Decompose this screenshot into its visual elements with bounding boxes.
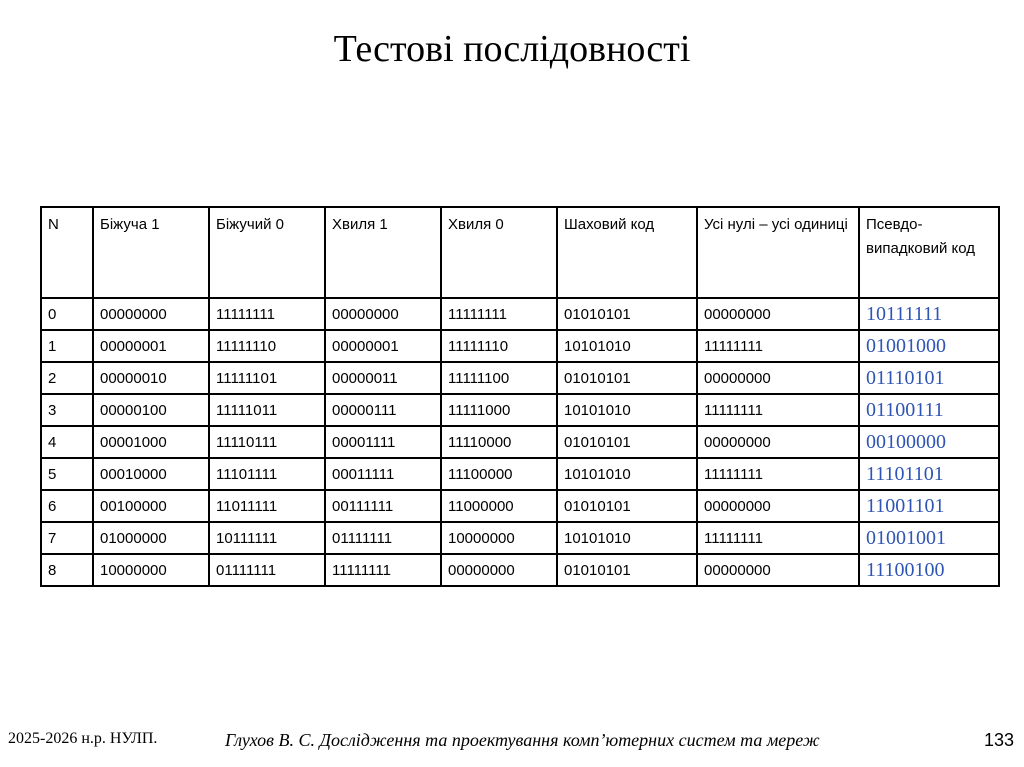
cell-pseudo-random: 01001000 [859,330,999,362]
cell-wave-one: 00011111 [325,458,441,490]
table-row [41,330,999,362]
cell-wave-one: 00000000 [325,298,441,330]
cell-all-zeros-ones: 00000000 [697,554,859,586]
cell-running-zero: 11111110 [209,330,325,362]
header-wave-zero: Хвиля 0 [441,207,557,298]
cell-wave-zero: 11111110 [441,330,557,362]
footer-academic-year: 2025-2026 н.р. НУЛП. [8,730,158,747]
slide-title: Тестові послідовності [333,28,691,70]
cell-all-zeros-ones: 11111111 [697,522,859,554]
cell-n: 3 [41,394,93,426]
cell-running-one: 00100000 [93,490,209,522]
cell-n: 2 [41,362,93,394]
table-row [41,298,999,330]
cell-wave-one: 00000001 [325,330,441,362]
cell-pseudo-random: 01100111 [859,394,999,426]
header-pseudo-random: Псевдо-випадковий код [859,207,999,298]
table-row [41,458,999,490]
table-row [41,554,999,586]
table-row [41,522,999,554]
cell-running-one: 10000000 [93,554,209,586]
cell-wave-zero: 11110000 [441,426,557,458]
cell-checkerboard: 01010101 [557,554,697,586]
slide-page-number: 133 [983,730,1014,750]
cell-all-zeros-ones: 11111111 [697,394,859,426]
cell-all-zeros-ones: 11111111 [697,458,859,490]
cell-all-zeros-ones: 00000000 [697,490,859,522]
cell-wave-zero: 11111000 [441,394,557,426]
cell-checkerboard: 10101010 [557,330,697,362]
cell-running-zero: 11101111 [209,458,325,490]
cell-running-zero: 10111111 [209,522,325,554]
cell-running-zero: 11110111 [209,426,325,458]
cell-pseudo-random: 01110101 [859,362,999,394]
cell-wave-zero: 10000000 [441,522,557,554]
cell-running-one: 00000000 [93,298,209,330]
cell-pseudo-random: 11101101 [859,458,999,490]
cell-running-one: 00000001 [93,330,209,362]
cell-wave-zero: 11100000 [441,458,557,490]
cell-running-zero: 11111011 [209,394,325,426]
footer-course-title: Глухов В. С. Дослідження та проектування комп’ютерних систем та мереж [225,730,820,750]
cell-wave-zero: 00000000 [441,554,557,586]
cell-running-zero: 11111111 [209,298,325,330]
table-header-row [41,207,999,298]
header-running-one: Біжуча 1 [93,207,209,298]
cell-all-zeros-ones: 11111111 [697,330,859,362]
cell-wave-zero: 11111100 [441,362,557,394]
header-all-zeros-all-ones: Усі нулі – усі одиниці [697,207,859,298]
cell-running-one: 00001000 [93,426,209,458]
cell-wave-one: 00000011 [325,362,441,394]
cell-checkerboard: 10101010 [557,522,697,554]
header-checkerboard: Шаховий код [557,207,697,298]
cell-checkerboard: 01010101 [557,426,697,458]
cell-n: 4 [41,426,93,458]
cell-running-one: 00010000 [93,458,209,490]
cell-all-zeros-ones: 00000000 [697,362,859,394]
cell-checkerboard: 01010101 [557,362,697,394]
cell-running-one: 01000000 [93,522,209,554]
cell-n: 6 [41,490,93,522]
table-row [41,490,999,522]
cell-all-zeros-ones: 00000000 [697,298,859,330]
cell-checkerboard: 01010101 [557,298,697,330]
header-n: N [41,207,93,298]
cell-checkerboard: 10101010 [557,394,697,426]
cell-wave-one: 00001111 [325,426,441,458]
header-running-zero: Біжучий 0 [209,207,325,298]
header-wave-one: Хвиля 1 [325,207,441,298]
cell-n: 7 [41,522,93,554]
cell-pseudo-random: 11100100 [859,554,999,586]
cell-wave-zero: 11000000 [441,490,557,522]
cell-running-one: 00000010 [93,362,209,394]
cell-pseudo-random: 00100000 [859,426,999,458]
cell-running-zero: 11011111 [209,490,325,522]
cell-pseudo-random: 11001101 [859,490,999,522]
cell-wave-zero: 11111111 [441,298,557,330]
cell-n: 0 [41,298,93,330]
cell-n: 5 [41,458,93,490]
cell-running-zero: 01111111 [209,554,325,586]
table-row [41,426,999,458]
cell-running-zero: 11111101 [209,362,325,394]
cell-pseudo-random: 01001001 [859,522,999,554]
table-row [41,394,999,426]
cell-n: 8 [41,554,93,586]
cell-wave-one: 00000111 [325,394,441,426]
cell-pseudo-random: 10111111 [859,298,999,330]
cell-wave-one: 11111111 [325,554,441,586]
cell-checkerboard: 10101010 [557,458,697,490]
table-row [41,362,999,394]
cell-wave-one: 00111111 [325,490,441,522]
cell-running-one: 00000100 [93,394,209,426]
cell-checkerboard: 01010101 [557,490,697,522]
cell-all-zeros-ones: 00000000 [697,426,859,458]
cell-n: 1 [41,330,93,362]
test-sequences-table [40,206,1000,587]
cell-wave-one: 01111111 [325,522,441,554]
